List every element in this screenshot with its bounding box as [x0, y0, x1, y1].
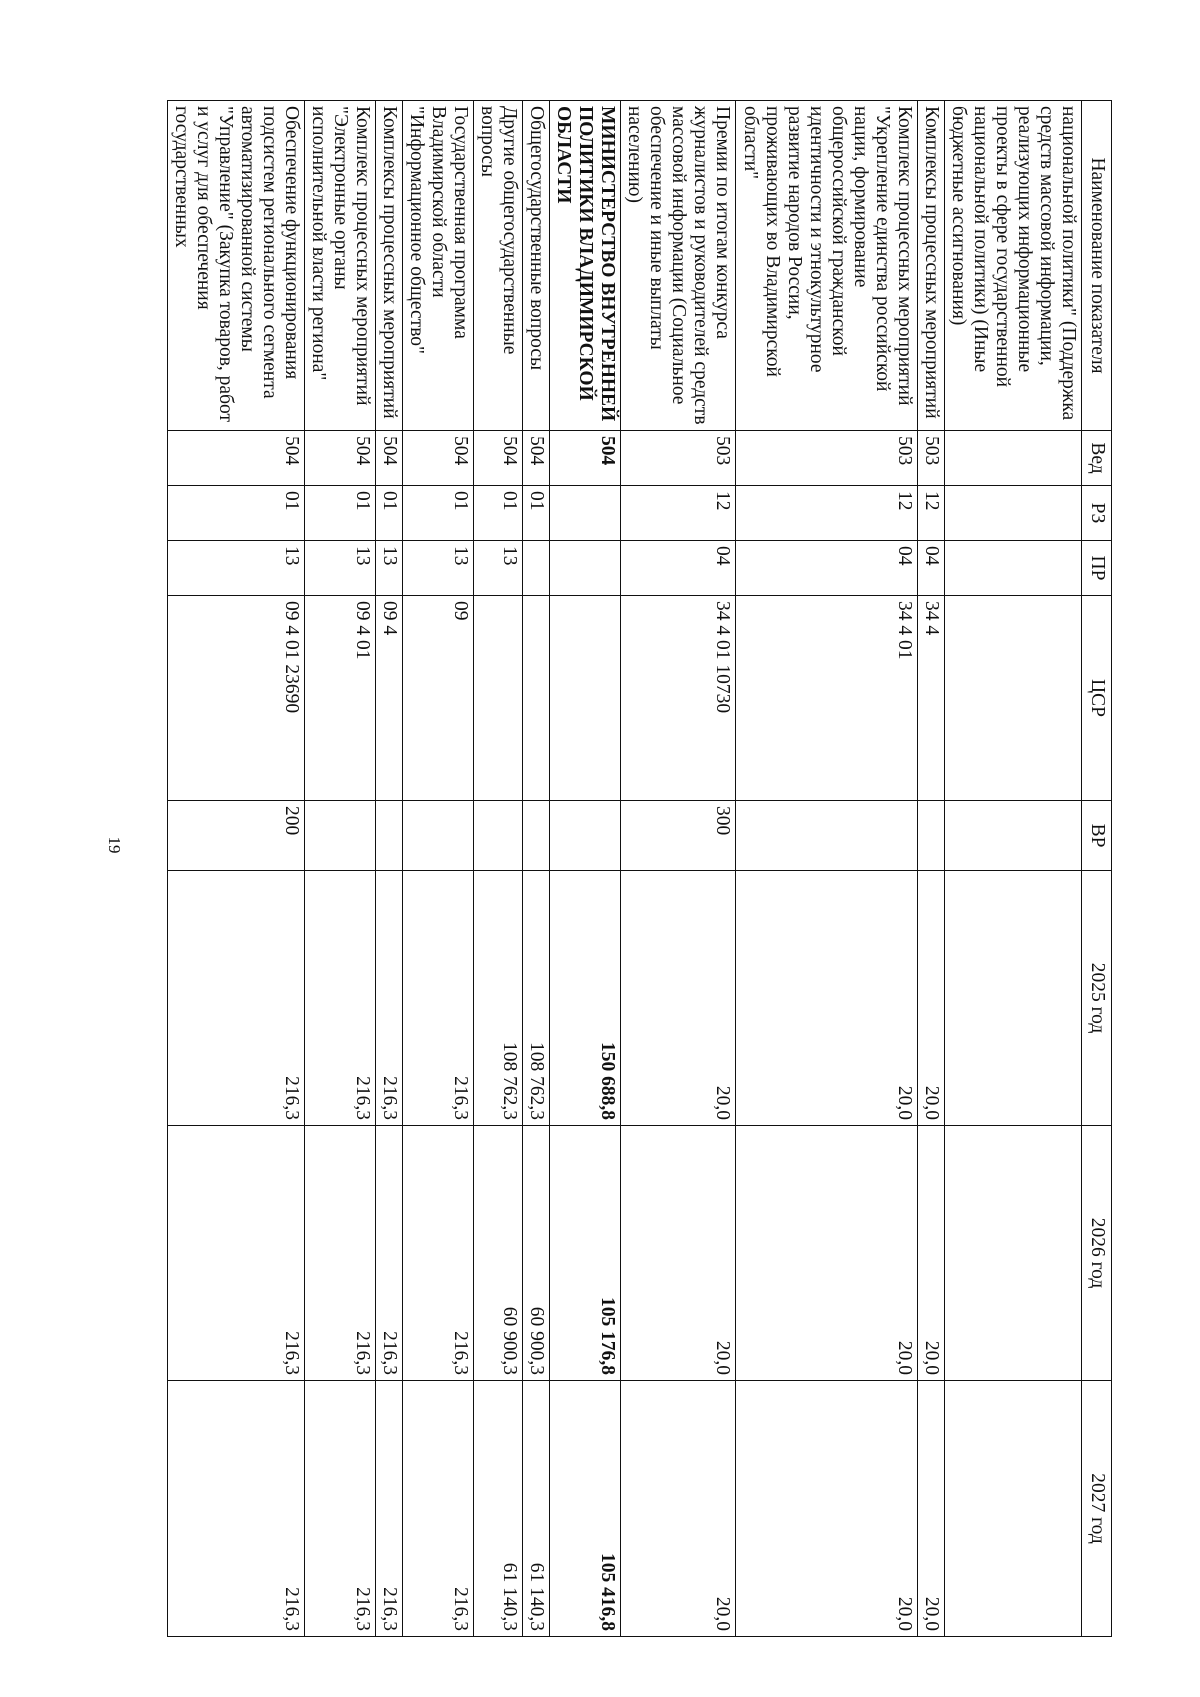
cell-2025: 216,3 — [376, 871, 403, 1126]
cell-2025: 20,0 — [736, 871, 917, 1126]
cell-csr: 09 4 — [376, 596, 403, 801]
cell-2027 — [944, 1381, 1081, 1637]
header-pr: ПР — [1081, 541, 1111, 596]
cell-2026: 20,0 — [621, 1126, 736, 1381]
cell-vr — [523, 801, 550, 871]
cell-2026: 105 176,8 — [550, 1126, 621, 1381]
cell-pr: 13 — [403, 541, 474, 596]
cell-2025: 150 688,8 — [550, 871, 621, 1126]
cell-name: Общегосударственные вопросы — [523, 101, 550, 431]
cell-vr — [403, 801, 474, 871]
table-row — [523, 101, 550, 1637]
cell-name: Комплексы процессных мероприятий — [917, 101, 944, 431]
cell-rz: 01 — [474, 486, 523, 541]
cell-csr: 34 4 — [917, 596, 944, 801]
cell-2026: 216,3 — [376, 1126, 403, 1381]
cell-pr: 13 — [167, 541, 304, 596]
cell-csr: 34 4 01 10730 — [621, 596, 736, 801]
cell-rz: 01 — [167, 486, 304, 541]
cell-ved: 504 — [304, 431, 375, 486]
table-row — [944, 101, 1081, 1637]
cell-2027: 216,3 — [403, 1381, 474, 1637]
cell-vr — [474, 801, 523, 871]
cell-name: Комплекс процессных мероприятий "Укрепление единства российской нации, формирование общероссийской гражданской идентичности и этнокультурное развитие народов России, проживающих во Владимирской области" — [736, 101, 917, 431]
header-ved: Вед — [1081, 431, 1111, 486]
cell-name: МИНИСТЕРСТВО ВНУТРЕННЕЙ ПОЛИТИКИ ВЛАДИМИРСКОЙ ОБЛАСТИ — [550, 101, 621, 431]
cell-pr: 13 — [474, 541, 523, 596]
cell-2025: 216,3 — [304, 871, 375, 1126]
cell-vr — [917, 801, 944, 871]
cell-pr: 04 — [621, 541, 736, 596]
table-row — [167, 101, 304, 1637]
table-row — [550, 101, 621, 1637]
cell-pr: 13 — [376, 541, 403, 596]
cell-2026: 216,3 — [304, 1126, 375, 1381]
header-2027: 2027 год — [1081, 1381, 1111, 1637]
cell-2025 — [944, 871, 1081, 1126]
cell-rz — [550, 486, 621, 541]
cell-csr: 09 4 01 23690 — [167, 596, 304, 801]
cell-2027: 216,3 — [376, 1381, 403, 1637]
cell-rz: 01 — [376, 486, 403, 541]
cell-vr — [550, 801, 621, 871]
cell-name: Премии по итогам конкурса журналистов и руководителей средств массовой информации (Социальное обеспечение и иные выплаты населению) — [621, 101, 736, 431]
cell-vr — [944, 801, 1081, 871]
table-row — [736, 101, 917, 1637]
cell-2026: 20,0 — [917, 1126, 944, 1381]
table-row — [621, 101, 736, 1637]
cell-csr — [474, 596, 523, 801]
cell-2027: 61 140,3 — [474, 1381, 523, 1637]
cell-rz: 12 — [917, 486, 944, 541]
cell-ved: 504 — [550, 431, 621, 486]
cell-2025: 216,3 — [403, 871, 474, 1126]
cell-name: Обеспечение функционирования подсистем регионального сегмента автоматизированной системы "Управление" (Закупка товаров, работ и услуг для обеспечения государственных — [167, 101, 304, 431]
cell-2026: 60 900,3 — [474, 1126, 523, 1381]
cell-2027: 61 140,3 — [523, 1381, 550, 1637]
rotated-table-container — [170, 100, 1112, 1636]
cell-vr: 300 — [621, 801, 736, 871]
cell-rz: 01 — [523, 486, 550, 541]
cell-ved — [944, 431, 1081, 486]
page-number: 19 — [105, 836, 124, 854]
table-row — [917, 101, 944, 1637]
cell-name: Другие общегосударственные вопросы — [474, 101, 523, 431]
cell-csr: 34 4 01 — [736, 596, 917, 801]
cell-2025: 216,3 — [167, 871, 304, 1126]
table-header-row — [1081, 101, 1111, 1637]
cell-rz: 12 — [736, 486, 917, 541]
cell-ved: 504 — [403, 431, 474, 486]
cell-csr — [550, 596, 621, 801]
cell-2027: 20,0 — [736, 1381, 917, 1637]
cell-csr — [944, 596, 1081, 801]
cell-ved: 504 — [523, 431, 550, 486]
cell-pr — [550, 541, 621, 596]
cell-csr — [523, 596, 550, 801]
header-vr: ВР — [1081, 801, 1111, 871]
cell-2025: 108 762,3 — [523, 871, 550, 1126]
cell-2027: 216,3 — [304, 1381, 375, 1637]
header-2026: 2026 год — [1081, 1126, 1111, 1381]
cell-ved: 504 — [167, 431, 304, 486]
cell-vr: 200 — [167, 801, 304, 871]
cell-pr — [944, 541, 1081, 596]
cell-csr: 09 4 01 — [304, 596, 375, 801]
cell-name: Комплексы процессных мероприятий — [376, 101, 403, 431]
cell-rz: 12 — [621, 486, 736, 541]
table-row — [376, 101, 403, 1637]
cell-vr — [304, 801, 375, 871]
cell-2025: 20,0 — [621, 871, 736, 1126]
cell-vr — [736, 801, 917, 871]
cell-ved: 504 — [474, 431, 523, 486]
cell-2027: 20,0 — [621, 1381, 736, 1637]
cell-2026: 20,0 — [736, 1126, 917, 1381]
cell-rz — [944, 486, 1081, 541]
cell-2026: 216,3 — [403, 1126, 474, 1381]
cell-2027: 20,0 — [917, 1381, 944, 1637]
budget-table — [167, 100, 1112, 1637]
table-row — [304, 101, 375, 1637]
cell-csr: 09 — [403, 596, 474, 801]
cell-name: национальной политики" (Поддержка средств массовой информации, реализующих информационные проекты в сфере государственной национальной политики) (Иные бюджетные ассигнования) — [944, 101, 1081, 431]
cell-2025: 20,0 — [917, 871, 944, 1126]
table-row — [403, 101, 474, 1637]
cell-pr — [523, 541, 550, 596]
cell-name: Государственная программа Владимирской области "Информационное общество" — [403, 101, 474, 431]
cell-pr: 04 — [917, 541, 944, 596]
cell-2027: 105 416,8 — [550, 1381, 621, 1637]
cell-vr — [376, 801, 403, 871]
cell-ved: 503 — [917, 431, 944, 486]
cell-name: Комплекс процессных мероприятий "Электронные органы исполнительной власти региона" — [304, 101, 375, 431]
cell-2026: 216,3 — [167, 1126, 304, 1381]
header-rz: РЗ — [1081, 486, 1111, 541]
cell-ved: 504 — [376, 431, 403, 486]
table-row — [474, 101, 523, 1637]
cell-ved: 503 — [621, 431, 736, 486]
cell-2026: 60 900,3 — [523, 1126, 550, 1381]
cell-rz: 01 — [304, 486, 375, 541]
header-2025: 2025 год — [1081, 871, 1111, 1126]
cell-rz: 01 — [403, 486, 474, 541]
cell-2025: 108 762,3 — [474, 871, 523, 1126]
header-csr: ЦСР — [1081, 596, 1111, 801]
cell-pr: 13 — [304, 541, 375, 596]
cell-2026 — [944, 1126, 1081, 1381]
cell-ved: 503 — [736, 431, 917, 486]
cell-pr: 04 — [736, 541, 917, 596]
header-name: Наименование показателя — [1081, 101, 1111, 431]
cell-2027: 216,3 — [167, 1381, 304, 1637]
